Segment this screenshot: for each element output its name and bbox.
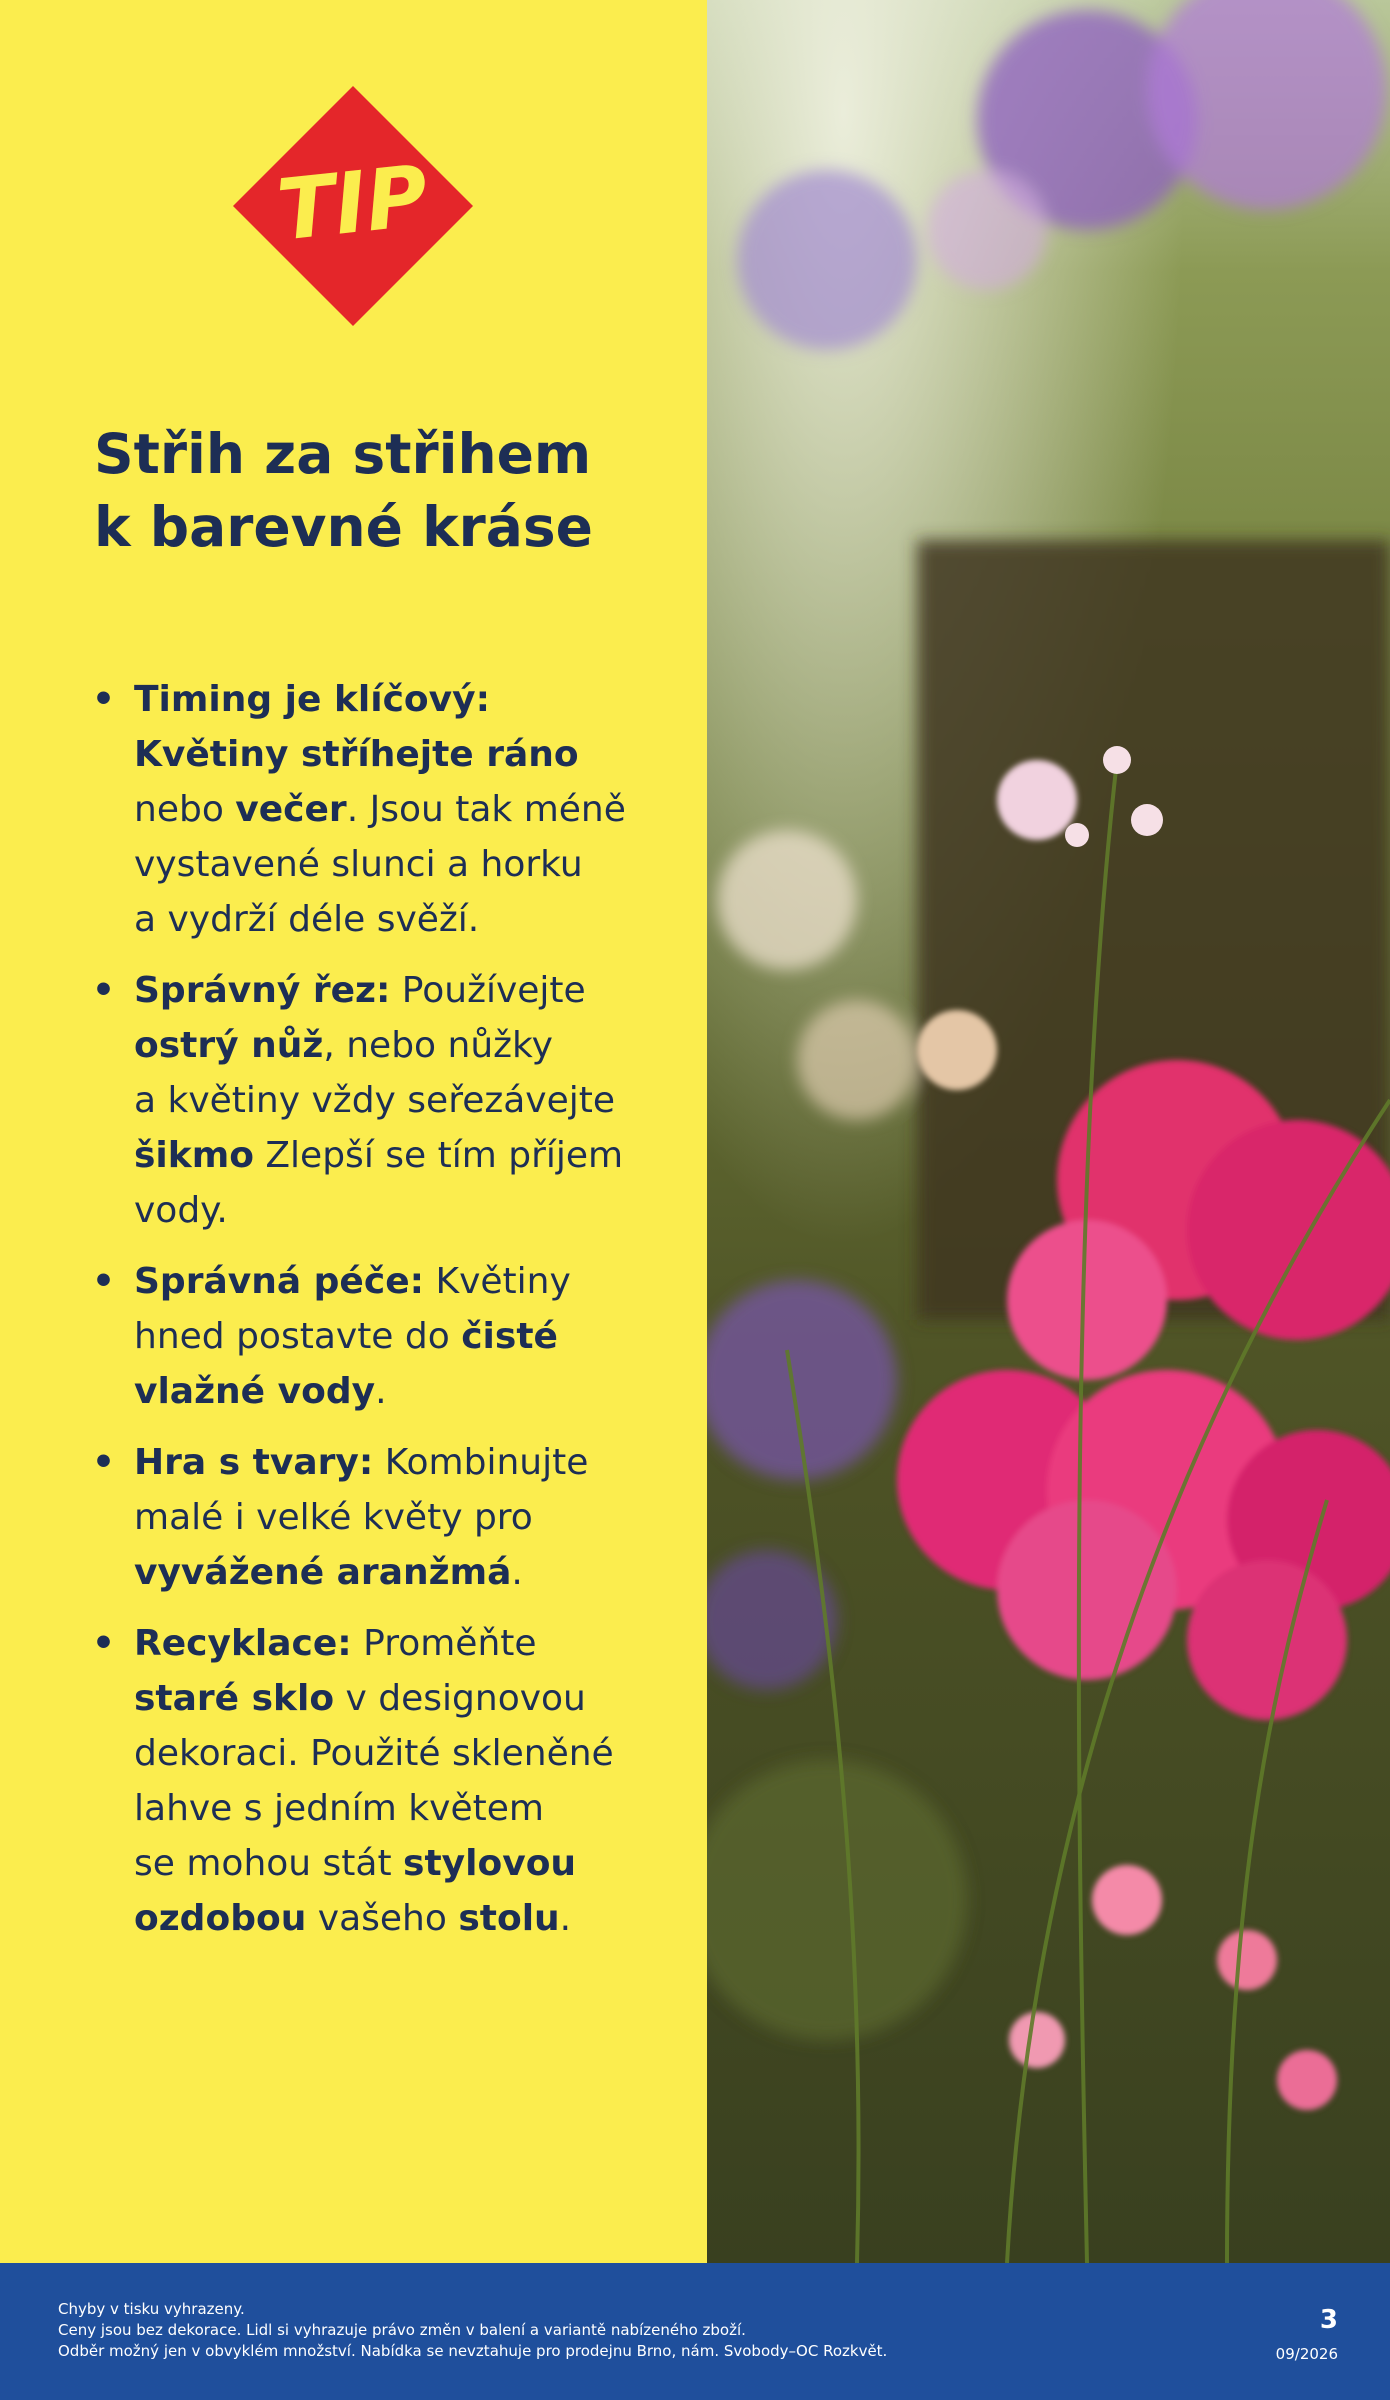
tip-line <box>134 1309 682 1364</box>
tip-line <box>134 837 682 892</box>
page-number: 3 <box>1319 2305 1338 2335</box>
footer <box>0 2263 1390 2400</box>
tip-line <box>134 782 682 837</box>
tip-text-bold: ozdobou <box>134 1898 307 1939</box>
bullet-icon: • <box>92 1623 116 1664</box>
tip-text-bold: Správná péče: <box>134 1261 425 1302</box>
tip-text: lahve s jedním květem <box>134 1788 544 1829</box>
tip-text: Používejte <box>390 970 586 1011</box>
tip-line <box>134 1726 682 1781</box>
tip-text: . <box>559 1898 572 1939</box>
tip-text-bold: čisté <box>461 1316 558 1357</box>
tip-text: vody. <box>134 1190 228 1231</box>
tip-line <box>134 1545 682 1600</box>
tip-line <box>134 963 682 1018</box>
bullet-icon: • <box>92 679 116 720</box>
tip-text-bold: ostrý nůž <box>134 1025 324 1066</box>
footer-disclaimer <box>58 2299 887 2362</box>
tip-text: Květiny <box>424 1261 571 1302</box>
tip-badge <box>231 84 475 328</box>
bullet-icon: • <box>92 970 116 1011</box>
tip-text: Proměňte <box>351 1623 537 1664</box>
disclaimer-line-1: Chyby v tisku vyhrazeny. <box>58 2300 245 2318</box>
tip-text: dekoraci. Použité skleněné <box>134 1733 614 1774</box>
tip-item <box>92 1254 682 1419</box>
tip-text: se mohou stát <box>134 1843 404 1884</box>
flower-photo <box>707 0 1390 2263</box>
tip-text-bold: staré sklo <box>134 1678 335 1719</box>
tip-line <box>134 1836 682 1891</box>
tip-line <box>134 1616 682 1671</box>
tip-item <box>92 672 682 947</box>
tip-text: . Jsou tak méně <box>346 789 626 830</box>
disclaimer-line-3: Odběr možný jen v obvyklém množství. Nabídka se nevztahuje pro prodejnu Brno, nám. Svobody–OC Rozkvět. <box>58 2342 888 2360</box>
tip-line <box>134 1018 682 1073</box>
tip-line <box>134 892 682 947</box>
tip-text: hned postavte do <box>134 1316 462 1357</box>
tip-line <box>134 1435 682 1490</box>
page-title-line-2: k barevné kráse <box>94 495 593 559</box>
tip-text: . <box>375 1371 387 1412</box>
disclaimer-line-2: Ceny jsou bez dekorace. Lidl si vyhrazuje právo změn v balení a variantě nabízeného zboží. <box>58 2321 746 2339</box>
tip-text-bold: stolu <box>458 1898 560 1939</box>
tip-text: Kombinujte <box>373 1442 589 1483</box>
tip-line <box>134 1891 682 1946</box>
bullet-icon: • <box>92 1261 116 1302</box>
tip-text-bold: stylovou <box>403 1843 577 1884</box>
tip-text: vašeho <box>306 1898 459 1939</box>
tip-item <box>92 1616 682 1946</box>
tip-text: malé i velké květy pro <box>134 1497 533 1538</box>
tip-text: . <box>511 1552 523 1593</box>
tip-text: , nebo nůžky <box>323 1025 553 1066</box>
tips-list <box>92 672 682 1962</box>
tip-text: vystavené slunci a horku <box>134 844 583 885</box>
tip-badge-label: TIP <box>272 146 433 260</box>
page-title-line-1: Střih za střihem <box>94 422 592 486</box>
tip-text-bold: šikmo <box>134 1135 254 1176</box>
tip-text: a vydrží déle svěží. <box>134 899 480 940</box>
tip-text: a květiny vždy seřezávejte <box>134 1080 616 1121</box>
tip-text: nebo <box>134 789 236 830</box>
tip-item <box>92 1435 682 1600</box>
tip-text: Zlepší se tím příjem <box>253 1135 624 1176</box>
tip-text-bold: Květiny stříhejte ráno <box>134 734 579 775</box>
tip-line <box>134 672 682 727</box>
tip-line <box>134 1128 682 1183</box>
tip-line <box>134 1671 682 1726</box>
tip-text-bold: Správný řez: <box>134 970 391 1011</box>
tip-item <box>92 963 682 1238</box>
page-title <box>94 418 694 564</box>
tip-line <box>134 1781 682 1836</box>
tip-text-bold: večer <box>235 789 347 830</box>
tip-line <box>134 1490 682 1545</box>
tip-line <box>134 1073 682 1128</box>
bullet-icon: • <box>92 1442 116 1483</box>
tip-text-bold: vlažné vody <box>134 1371 376 1412</box>
tip-text-bold: Hra s tvary: <box>134 1442 374 1483</box>
tip-line <box>134 727 682 782</box>
tip-text-bold: Timing je klíčový: <box>134 679 490 720</box>
tip-text-bold: vyvážené aranžmá <box>134 1552 512 1593</box>
tip-panel <box>0 0 707 2263</box>
edition-label: 09/2026 <box>1275 2345 1338 2363</box>
tip-text-bold: Recyklace: <box>134 1623 352 1664</box>
tip-line <box>134 1364 682 1419</box>
tip-line <box>134 1254 682 1309</box>
tip-text: v designovou <box>334 1678 586 1719</box>
tip-line <box>134 1183 682 1238</box>
